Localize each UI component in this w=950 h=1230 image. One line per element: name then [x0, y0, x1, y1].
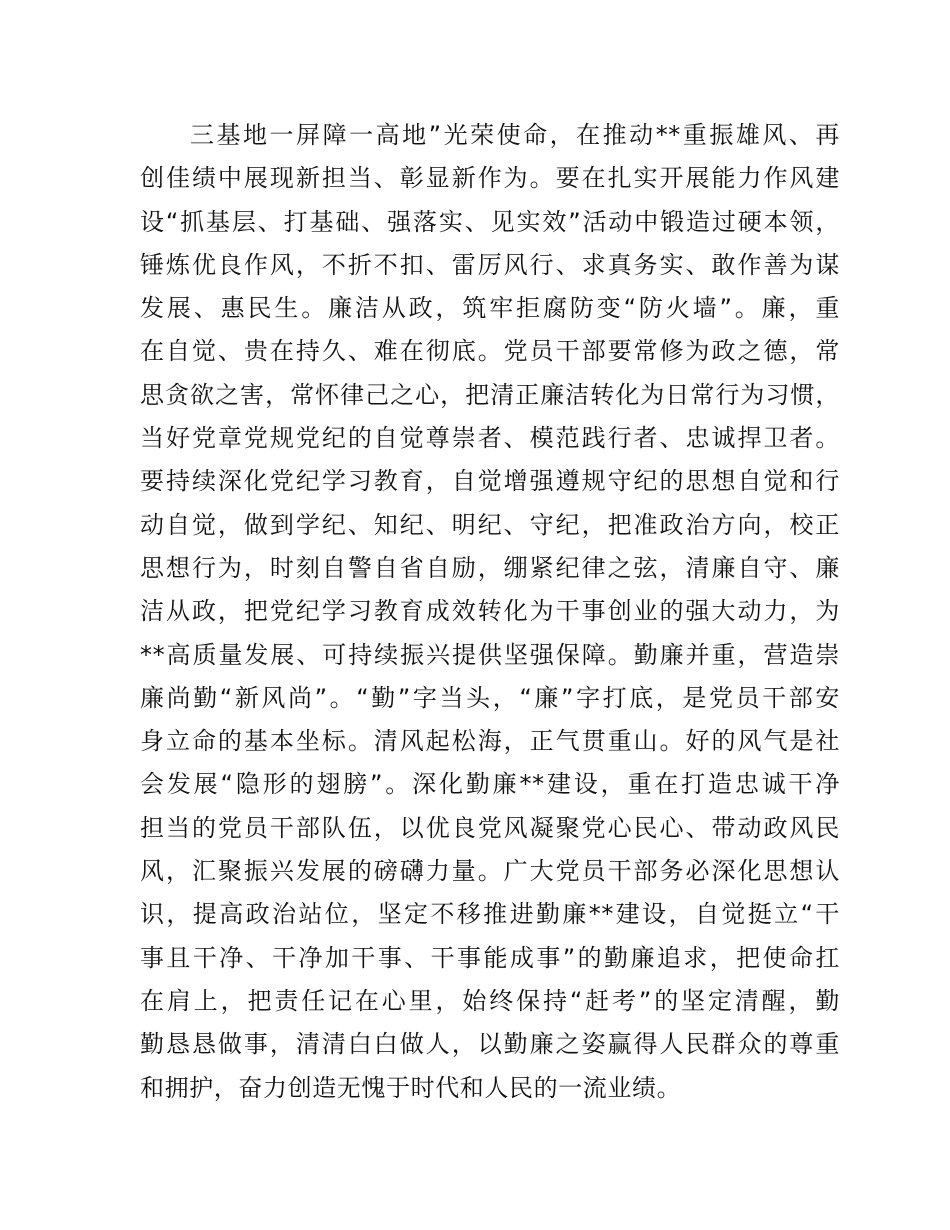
text-line: 创佳绩中展现新担当、彰显新作为。要在扎实开展能力作风建 [140, 164, 840, 193]
body-paragraph [140, 114, 840, 1110]
text-line: 担当的党员干部队伍，以优良党风凝聚党心民心、带动政风民 [140, 813, 840, 842]
text-line: 勤恳恳做事，清清白白做人，以勤廉之姿赢得人民群众的尊重 [140, 1030, 840, 1059]
text-line: 风，汇聚振兴发展的磅礴力量。广大党员干部务必深化思想认 [140, 857, 840, 886]
text-line: 事且干净、干净加干事、干事能成事”的勤廉追求，把使命扛 [140, 943, 840, 972]
text-line: 发展、惠民生。廉洁从政，筑牢拒腐防变“防火墙”。廉，重 [140, 294, 840, 323]
text-line: 身立命的基本坐标。清风起松海，正气贯重山。好的风气是社 [140, 727, 840, 756]
text-line: 识，提高政治站位，坚定不移推进勤廉**建设，自觉挺立“干 [140, 900, 840, 929]
text-line: 动自觉，做到学纪、知纪、明纪、守纪，把准政治方向，校正 [140, 510, 840, 539]
text-line: 当好党章党规党纪的自觉尊崇者、模范践行者、忠诚捍卫者。 [140, 424, 840, 453]
text-line: 要持续深化党纪学习教育，自觉增强遵规守纪的思想自觉和行 [140, 467, 840, 496]
text-line: 会发展“隐形的翅膀”。深化勤廉**建设，重在打造忠诚干净 [140, 770, 840, 799]
text-line: 思贪欲之害，常怀律己之心，把清正廉洁转化为日常行为习惯， [140, 380, 840, 409]
text-line: 三基地一屏障一高地”光荣使命，在推动**重振雄风、再 [190, 121, 840, 149]
text-line: **高质量发展、可持续振兴提供坚强保障。勤廉并重，营造崇 [140, 640, 840, 669]
text-line: 思想行为，时刻自警自省自励，绷紧纪律之弦，清廉自守、廉 [140, 553, 840, 582]
text-line: 在自觉、贵在持久、难在彻底。党员干部要常修为政之德，常 [140, 337, 840, 366]
text-line: 和拥护，奋力创造无愧于时代和人民的一流业绩。 [140, 1073, 682, 1102]
text-line: 设“抓基层、打基础、强落实、见实效”活动中锻造过硬本领， [140, 207, 840, 236]
text-line: 锤炼优良作风，不折不扣、雷厉风行、求真务实、敢作善为谋 [140, 250, 840, 279]
text-line: 廉尚勤“新风尚”。“勤”字当头，“廉”字打底，是党员干部安 [140, 683, 840, 712]
text-line: 在肩上，把责任记在心里，始终保持“赶考”的坚定清醒，勤 [140, 986, 840, 1015]
text-line: 洁从政，把党纪学习教育成效转化为干事创业的强大动力，为 [140, 597, 840, 626]
